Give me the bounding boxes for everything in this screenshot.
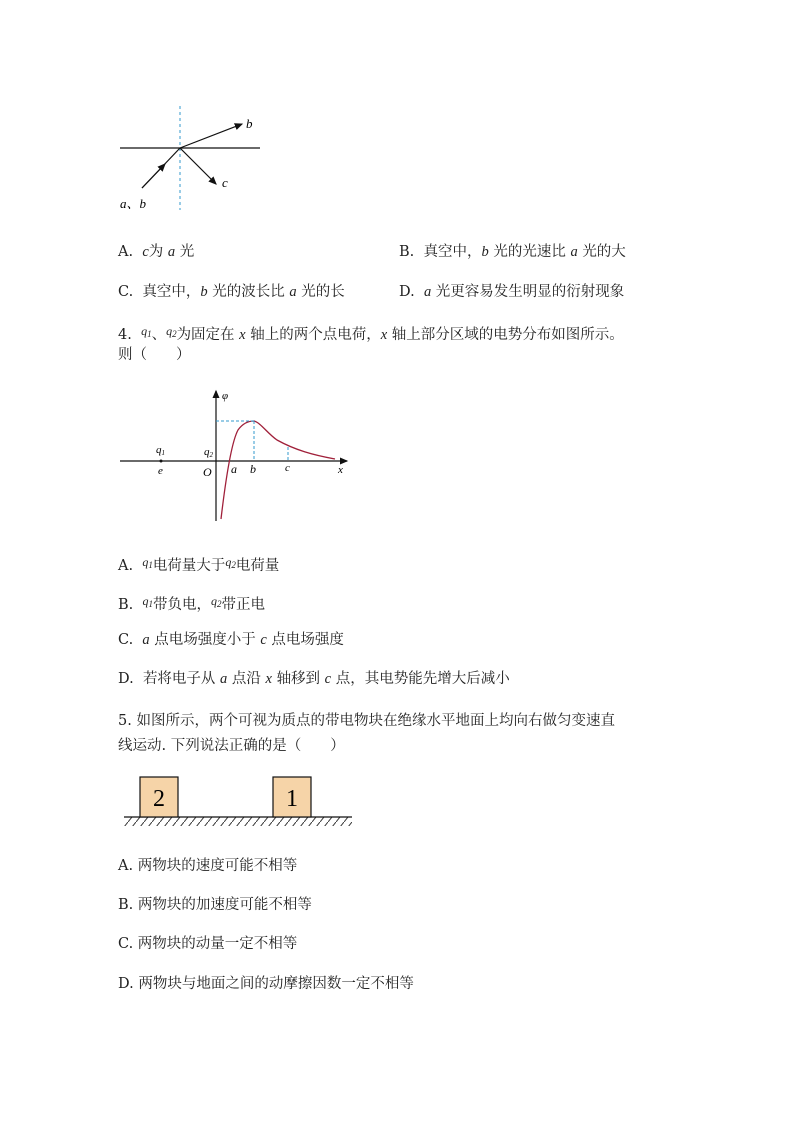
point-e — [160, 460, 163, 463]
q3-option-d — [399, 282, 624, 302]
text: 点电场强度 — [271, 632, 344, 648]
text: 点电场强度小于 — [154, 632, 256, 648]
q4-option-b — [118, 591, 265, 615]
q2-symbol: q2 — [210, 594, 222, 609]
potential-graph — [115, 385, 355, 525]
q3-option-b — [399, 242, 626, 262]
option-prefix: B. — [399, 244, 415, 260]
text: C. 两物块的动量一定不相等 — [118, 936, 298, 952]
label-b: b — [250, 462, 256, 476]
text: 、 — [151, 327, 167, 343]
text: 5. 如图所示，两个可视为质点的带电物块在绝缘水平地面上均向右做匀变速直 — [118, 713, 615, 729]
text: 点，其电势能先增大后减小 — [335, 671, 510, 687]
text: 若将电子从 — [142, 671, 216, 687]
question-number: 4. — [118, 327, 132, 343]
label-x: x — [338, 464, 343, 476]
symbol: a — [423, 284, 432, 300]
symbol: b — [481, 244, 489, 260]
incident-arrow — [142, 164, 165, 188]
text: 轴上部分区域的电势分布如图所示。 — [391, 327, 624, 343]
potential-curve — [221, 421, 335, 519]
symbol: a — [142, 632, 150, 648]
text: 轴移到 — [276, 671, 321, 687]
symbol: a — [570, 244, 578, 260]
text: A. 两物块的速度可能不相等 — [118, 858, 298, 874]
light-refraction-figure — [110, 100, 280, 215]
label-ab: a、b — [120, 196, 147, 211]
label-q2: q2 — [204, 446, 213, 459]
text: 光的光速比 — [493, 244, 566, 260]
text: 为 — [148, 244, 164, 260]
symbol: b — [200, 284, 208, 300]
text: B. 两物块的加速度可能不相等 — [118, 897, 312, 913]
q4-stem-line2 — [118, 345, 191, 365]
option-prefix: B. — [118, 597, 134, 613]
q3-option-a — [118, 242, 194, 262]
q1-symbol: q1 — [142, 555, 153, 570]
q1-symbol: q1 — [142, 594, 153, 609]
q1-symbol: q1 — [141, 324, 152, 339]
symbol: x — [265, 671, 272, 687]
label-b: b — [246, 116, 253, 131]
ground-hatch — [124, 817, 352, 826]
text: 电荷量大于 — [152, 558, 226, 574]
option-prefix: D. — [118, 671, 134, 687]
label-e: e — [158, 465, 163, 477]
q5-option-a — [118, 856, 297, 876]
block-2-label: 2 — [153, 786, 165, 812]
label-phi: φ — [222, 390, 229, 402]
option-prefix: C. — [118, 632, 134, 648]
option-prefix: A. — [118, 558, 134, 574]
option-prefix: D. — [399, 284, 415, 300]
symbol: a — [167, 244, 176, 260]
text: 则（ ） — [118, 347, 191, 363]
q5-option-d — [118, 974, 414, 994]
label-q1: q1 — [156, 444, 165, 457]
q4-option-d — [118, 669, 510, 689]
text: 带正电 — [221, 597, 265, 613]
text: 光的大 — [582, 244, 626, 260]
symbol: x — [380, 327, 388, 343]
symbol: c — [142, 244, 149, 260]
label-c: c — [222, 175, 228, 190]
label-a: a — [231, 462, 237, 476]
q4-stem-line1 — [118, 321, 624, 345]
q2-symbol: q2 — [166, 324, 177, 339]
symbol: a — [220, 671, 228, 687]
q5-stem-line1 — [118, 711, 615, 731]
text: 电荷量 — [235, 558, 280, 574]
option-prefix: C. — [118, 284, 134, 300]
q4-option-c — [118, 630, 344, 650]
text: 光的长 — [301, 284, 345, 300]
option-prefix: A. — [118, 244, 134, 260]
q2-symbol: q2 — [225, 555, 236, 570]
blocks-figure — [120, 772, 360, 832]
q5-option-c — [118, 934, 297, 954]
symbol: a — [289, 284, 297, 300]
text: 带负电， — [152, 597, 211, 613]
text: 光 — [179, 244, 195, 260]
text: D. 两物块与地面之间的动摩擦因数一定不相等 — [118, 976, 414, 992]
text: 光的波长比 — [212, 284, 285, 300]
block-1-label: 1 — [286, 786, 298, 812]
text: 真空中， — [142, 284, 201, 300]
symbol: x — [239, 327, 246, 343]
label-O: O — [203, 465, 212, 479]
ray-b — [180, 124, 242, 148]
text: 为固定在 — [176, 327, 235, 343]
text: 真空中， — [423, 244, 482, 260]
q5-stem-line2 — [118, 736, 345, 756]
q3-option-c — [118, 282, 345, 302]
label-c: c — [285, 462, 290, 474]
ray-c — [180, 148, 216, 184]
symbol: c — [324, 671, 332, 687]
text: 轴上的两个点电荷， — [250, 327, 381, 343]
text: 点沿 — [231, 671, 261, 687]
q5-option-b — [118, 895, 312, 915]
text: 线运动. 下列说法正确的是（ ） — [118, 738, 345, 754]
text: 光更容易发生明显的衍射现象 — [435, 284, 625, 300]
symbol: c — [260, 632, 267, 648]
q4-option-a — [118, 552, 279, 576]
